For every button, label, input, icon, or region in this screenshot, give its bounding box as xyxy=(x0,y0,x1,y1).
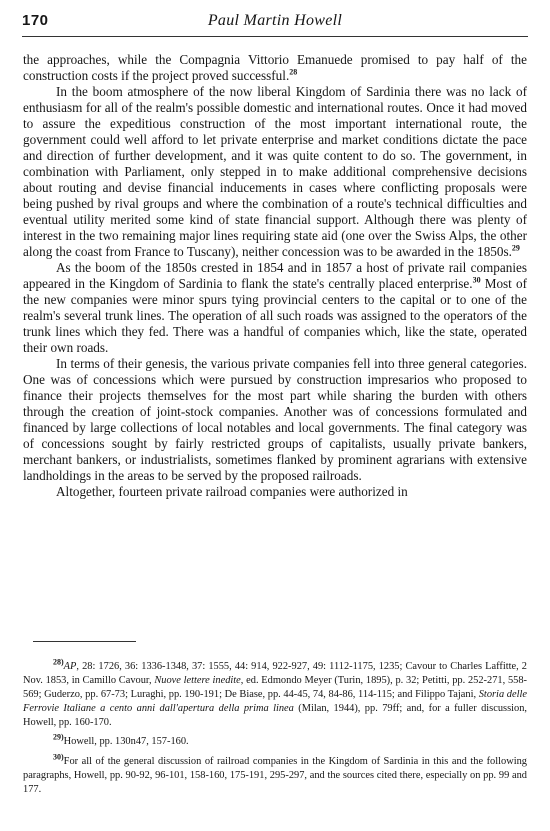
body-text xyxy=(23,52,527,500)
footnote-text: For all of the general discussion of railroad companies in the Kingdom of Sardinia in this and the following paragraphs, Howell, pp. 90-92, 96-101, 158-160, 175-191, 295-297, and the sources cited there, especially on pp. 99 and 177. xyxy=(23,755,527,795)
footnote-mark: 30) xyxy=(53,752,64,762)
paragraph-1 xyxy=(23,52,527,84)
footnote-1 xyxy=(23,657,527,730)
footnote-text: , 28: 1726, 36: 1336-1348, 37: 1555, 44: 914, 922-927, 49: 1112-1175, 1235; Cavour to Charles Laffitte, 2 Nov. 1853, in Camillo Cavour, xyxy=(23,661,527,687)
footnote-ref-28[interactable]: 28 xyxy=(289,67,298,77)
footnote-ref-29[interactable]: 29 xyxy=(511,243,520,253)
paragraph-3 xyxy=(23,260,527,356)
footnote-text: AP xyxy=(63,661,77,672)
paragraph-text: In terms of their genesis, the various private companies fell into three general categories. One was of concessions which were pursued by construction impresarios who proposed to finance their projects themselves for the most part while sharing the burden with others through the creation of joint-stock companies. Another was of concessions formulated and financed by large collections of local notables and local governments. The final category was of concessions sought by fairly restricted groups of capitalists, usually private bankers, merchant bankers, or industrialists, sometimes flanked by prominent agrarians with extensive landholdings in the areas to be served by the proposed railroads. xyxy=(23,356,527,483)
paragraph-text: Altogether, fourteen private railroad companies were authorized in xyxy=(56,484,408,499)
running-head: Paul Martin Howell xyxy=(207,12,343,29)
footnote-mark: 28) xyxy=(53,657,64,667)
paragraph-5 xyxy=(23,484,527,500)
page-number: 170 xyxy=(22,12,49,29)
footnotes xyxy=(23,657,527,802)
paragraph-4 xyxy=(23,356,527,484)
footnote-text: Howell, pp. 130n47, 157-160. xyxy=(63,736,189,748)
paragraph-2 xyxy=(23,84,527,260)
footnote-text: Storia delle Ferrovie Italiane a cento anni dall'apertura della prima linea xyxy=(23,689,527,715)
footnote-mark: 29) xyxy=(53,733,64,742)
footnote-text: , ed. Edmondo Meyer (Turin, 1895), p. 32; Petitti, pp. 252-271, 558-569; Guderzo, pp. 67-73; Luraghi, pp. 190-191; De Biase, pp. 44-45, 74, 84-86, 114-115; and Filippo Tajani, xyxy=(23,675,527,701)
footnote-2 xyxy=(23,735,527,749)
paragraph-text: Most of the new companies were minor spurs tying provincial centers to the capital or to one of the realm's several trunk lines. The operation of all such roads was assigned to the operators of the trunk lines which they fed. There was a handful of companies which, like the state, operated their own roads. xyxy=(23,276,527,355)
paragraph-text: the approaches, while the Compagnia Vittorio Emanuede promised to pay half of the construction costs if the project proved successful. xyxy=(23,52,527,83)
page-header xyxy=(22,10,528,37)
footnote-text: Nuove lettere inedite xyxy=(154,675,241,687)
paragraph-text: As the boom of the 1850s crested in 1854 and in 1857 a host of private rail companies appeared in the Kingdom of Sardinia to flank the state's centrally placed enterprise. xyxy=(23,260,527,291)
footnote-3 xyxy=(23,752,527,797)
footnote-ref-30[interactable]: 30 xyxy=(472,275,481,285)
paragraph-text: In the boom atmosphere of the now liberal Kingdom of Sardinia there was no lack of enthusiasm for all of the realm's possible domestic and international routes. Once it had moved to assure the expeditious construction of the most important international route, the government could well afford to let private enterprise and market conditions dictate the pace and direction of further development, and it was quite content to do so. The government, in combination with Parliament, only stepped in to make additional comprehensive decisions about routing and devise financial inducements in cases where conflicting proposals were being pushed by rival groups and where the combination of a route's technical difficulties and eventual utility merited some kind of state financial support. Although there was plenty of interest in the two remaining major lines requiring state aid (one over the Swiss Alps, the other along the coast from France to Tuscany), neither concession was to be awarded in the 1850s. xyxy=(23,84,527,259)
footnote-text: (Milan, 1944), pp. 79ff; and, for a fuller discussion, Howell, pp. 160-170. xyxy=(23,703,527,729)
footnote-divider xyxy=(33,641,136,642)
